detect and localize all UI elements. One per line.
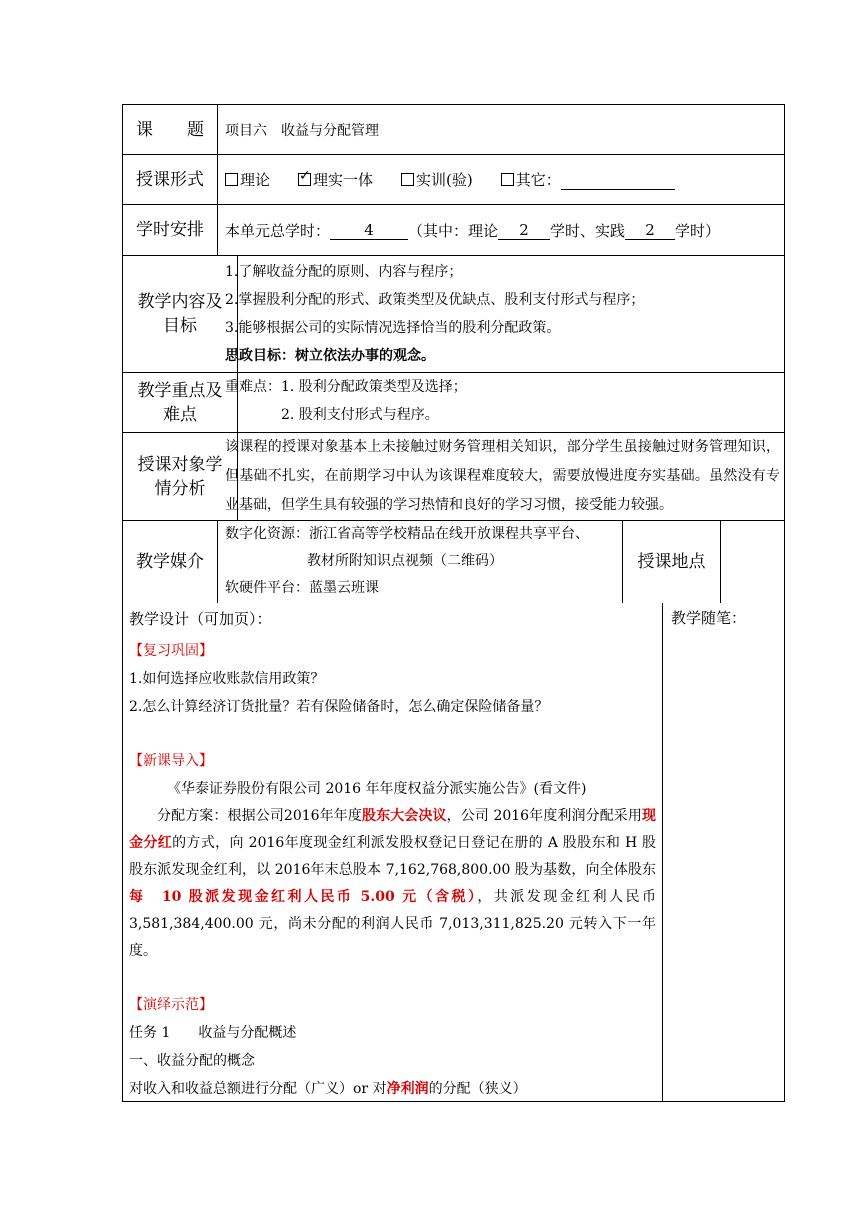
row-audience (123, 433, 784, 521)
value-hours (225, 205, 780, 255)
option-training: 实训(验) (416, 171, 473, 189)
row-design (123, 603, 784, 1101)
label-form: 授课形式 (123, 155, 218, 204)
label-location: 授课地点 (622, 521, 721, 603)
total-hours: 4 (330, 221, 408, 240)
row-hours (123, 205, 784, 256)
checkbox-icon[interactable] (501, 173, 514, 186)
document-title: 《华泰证券股份有限公司 2016 年年度权益分派实施公告》(看文件) (167, 781, 587, 797)
concept-line: 对收入和收益总额进行分配（广义）or 对净利润的分配（狭义） (129, 1081, 527, 1097)
value-topic: 项目六 收益与分配管理 (225, 122, 379, 139)
form-options (225, 155, 780, 204)
hours-mid1: （其中：理论 (408, 221, 499, 240)
value-audience: 该课程的授课对象基本上未接触过财务管理相关知识，部分学生虽接触过财务管理知识，但基础不扎实，在前期学习中认为该课程难度较大，需要放慢进度夯实基础。虽然没有专业基础，但学生具有较强的学习热情和良好的学习习惯，接受能力较强。 (225, 439, 780, 513)
design-title: 教学设计（可加页）： (129, 610, 272, 628)
hours-post: 学时） (675, 221, 721, 240)
checkbox-icon[interactable] (225, 173, 238, 186)
review-item: 2.怎么计算经济订货批量？若有保险储备时，怎么确定保险储备量？ (129, 699, 549, 715)
design-column (123, 603, 663, 1101)
media-line: 教材所附知识点视频（二维码） (307, 553, 503, 569)
demo-title: 【演绎示范】 (129, 997, 213, 1013)
row-topic (123, 105, 784, 155)
notes-title: 教学随笔： (671, 609, 747, 627)
media-line: 数字化资源：浙江省高等学校精品在线开放课程共享平台、 (225, 526, 589, 542)
hours-pre: 本单元总学时： (225, 221, 331, 240)
value-focus (225, 373, 780, 432)
option-integrated: 理实一体 (313, 171, 374, 189)
focus-line: 重难点：1. 股利分配政策类型及选择； (225, 379, 467, 395)
row-media (123, 521, 784, 603)
label-topic: 课 题 (123, 105, 218, 154)
other-blank[interactable] (561, 171, 675, 190)
checkbox-icon[interactable] (401, 173, 414, 186)
task-title: 任务 1 收益与分配概述 (129, 1025, 297, 1041)
option-other: 其它： (515, 171, 561, 189)
option-theory: 理论 (240, 171, 271, 189)
checked-checkbox-icon[interactable] (298, 173, 311, 186)
intro-title: 【新课导入】 (129, 753, 213, 769)
practice-hours: 2 (625, 221, 675, 240)
label-audience: 授课对象学情分析 (123, 433, 238, 520)
goal-item: 1.了解收益分配的原则、内容与程序； (225, 264, 463, 280)
row-focus (123, 373, 784, 433)
lesson-plan-table (122, 104, 785, 1102)
hours-mid2: 学时、实践 (550, 221, 626, 240)
label-goals: 教学内容及目标 (123, 256, 238, 372)
focus-line: 2. 股利支付形式与程序。 (281, 407, 439, 423)
review-title: 【复习巩固】 (129, 643, 213, 659)
theory-hours: 2 (498, 221, 550, 240)
location-value (691, 521, 784, 603)
goal-item: 3.能够根据公司的实际情况选择恰当的股利分配政策。 (225, 320, 561, 336)
label-focus: 教学重点及难点 (123, 373, 238, 432)
label-media: 教学媒介 (123, 521, 218, 603)
row-goals (123, 256, 784, 373)
review-item: 1.如何选择应收账款信用政策？ (129, 671, 325, 687)
ideology-goal: 思政目标：树立依法办事的观念。 (225, 348, 435, 364)
distribution-plan: 分配方案：根据公司2016年年度股东大会决议，公司 2016年度利润分配采用现金分红的方式，向 2016年度现金红利派发股权登记日登记在册的 A 股股东和 H 股股东派发现金红利，以 2016年末总股本 7,162,768,800.00 股为基数，向全体股东每 10 股派发现金红利人民币 5.00 元（含税），共派发现金红利人民币 3,581,384,400.00 元，尚未分配的利润人民币 7,013,311,825.20 元转入下一年度。 (129, 808, 657, 959)
label-hours: 学时安排 (123, 205, 218, 255)
notes-column (663, 603, 784, 1101)
value-media (225, 521, 619, 603)
media-line: 软硬件平台：蓝墨云班课 (225, 580, 379, 596)
value-goals (225, 256, 780, 372)
concept-heading: 一、收益分配的概念 (129, 1053, 255, 1069)
row-form (123, 155, 784, 205)
goal-item: 2.掌握股利分配的形式、政策类型及优缺点、股利支付形式与程序； (225, 292, 645, 308)
